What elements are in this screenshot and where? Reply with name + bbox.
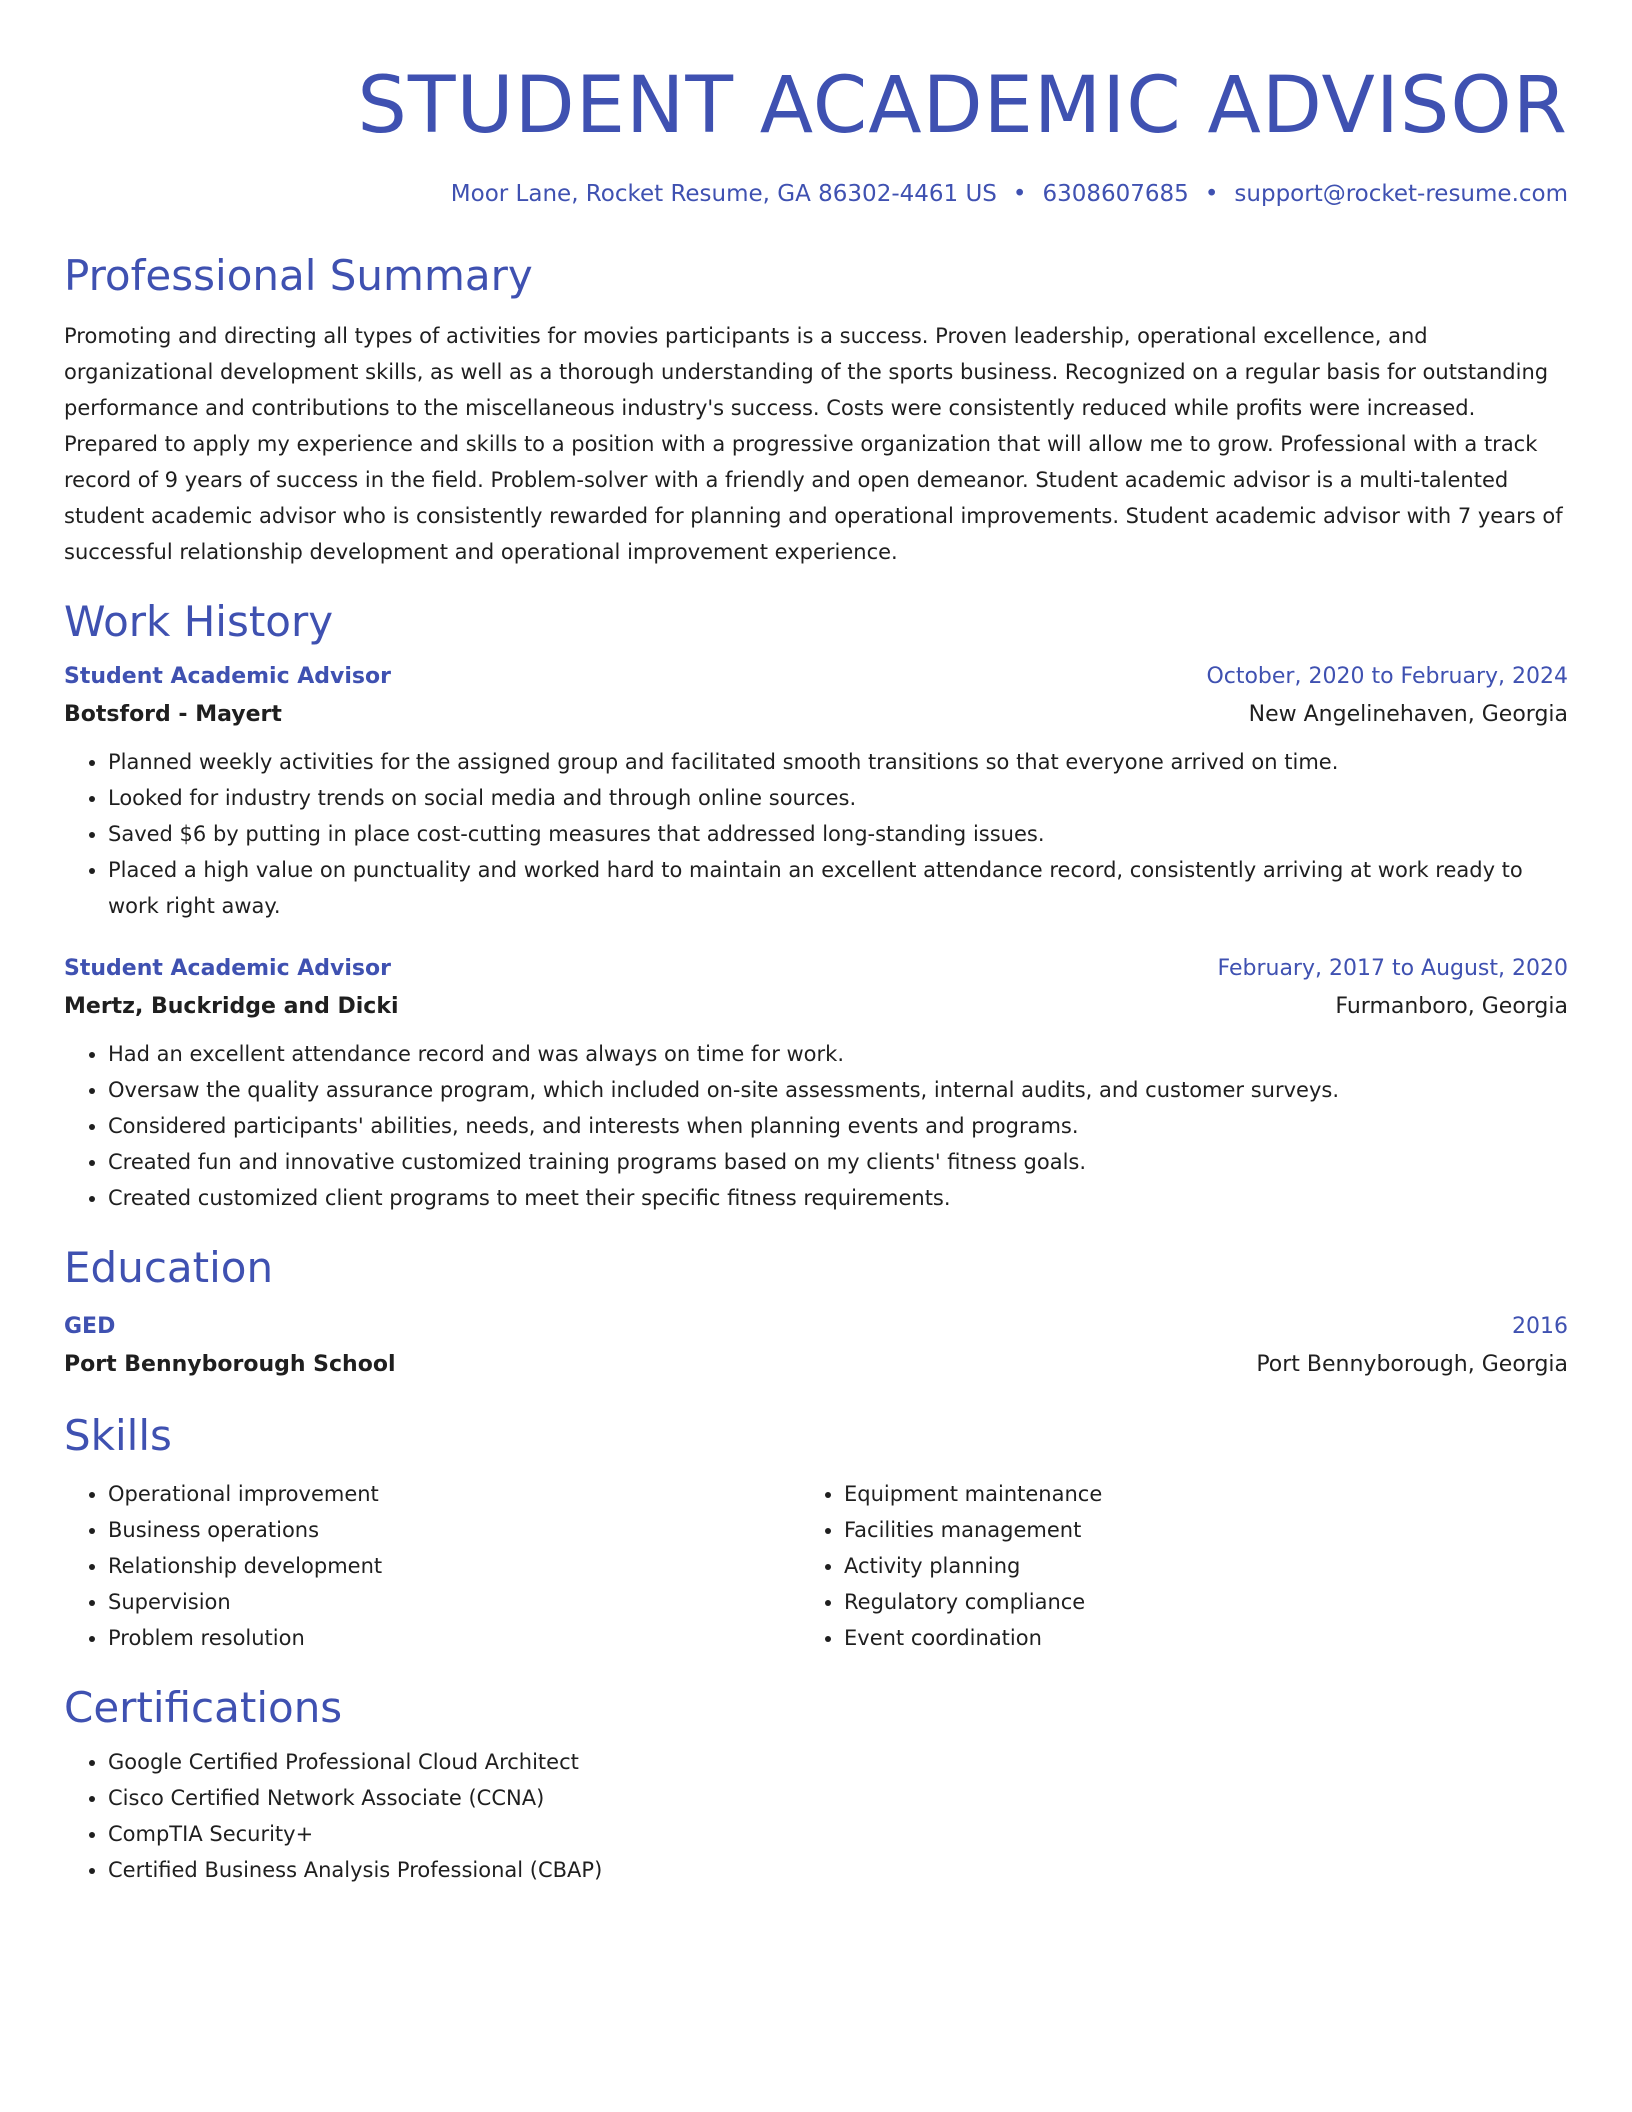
skill-item: • Equipment maintenance bbox=[844, 1476, 1536, 1512]
contact-separator: • bbox=[1012, 181, 1027, 207]
job-bullet: • Created fun and innovative customized training programs based on my clients' fitness goals. bbox=[108, 1144, 1568, 1180]
skill-item: • Problem resolution bbox=[108, 1620, 800, 1656]
skills-column-right bbox=[800, 1476, 1536, 1656]
job-bullet: • Saved $6 by putting in place cost-cutting measures that addressed long-standing issues. bbox=[108, 816, 1568, 852]
job-bullet: • Considered participants' abilities, needs, and interests when planning events and programs. bbox=[108, 1108, 1568, 1144]
contact-address: Moor Lane, Rocket Resume, GA 86302-4461 US bbox=[450, 181, 997, 207]
skill-item: • Activity planning bbox=[844, 1548, 1536, 1584]
job-company: Mertz, Buckridge and Dicki bbox=[64, 994, 399, 1019]
job-dates: February, 2017 to August, 2020 bbox=[1217, 956, 1568, 981]
contact-line bbox=[64, 178, 1568, 210]
summary-heading: Professional Summary bbox=[64, 251, 533, 300]
certification-item: • CompTIA Security+ bbox=[108, 1816, 1568, 1852]
education-entry bbox=[64, 1308, 1568, 1384]
education-degree: GED bbox=[64, 1314, 116, 1339]
contact-separator: • bbox=[1204, 181, 1219, 207]
job-company: Botsford - Mayert bbox=[64, 702, 282, 727]
skill-item: • Supervision bbox=[108, 1584, 800, 1620]
resume-header bbox=[64, 56, 1568, 210]
candidate-name: STUDENT ACADEMIC ADVISOR bbox=[357, 61, 1568, 151]
skill-item: • Relationship development bbox=[108, 1548, 800, 1584]
job-title: Student Academic Advisor bbox=[64, 664, 391, 689]
job-entry bbox=[64, 658, 1568, 924]
education-school: Port Bennyborough School bbox=[64, 1352, 396, 1377]
education-year: 2016 bbox=[1512, 1314, 1568, 1339]
work-history-heading: Work History bbox=[64, 597, 334, 646]
skill-item: • Facilities management bbox=[844, 1512, 1536, 1548]
certification-item: • Cisco Certified Network Associate (CCNA) bbox=[108, 1780, 1568, 1816]
certification-item: • Certified Business Analysis Professional (CBAP) bbox=[108, 1852, 1568, 1888]
job-bullet: • Had an excellent attendance record and was always on time for work. bbox=[108, 1036, 1568, 1072]
job-bullet: • Placed a high value on punctuality and worked hard to maintain an excellent attendance record, consistently arriving at work ready to work right away. bbox=[108, 852, 1568, 924]
skill-item: • Regulatory compliance bbox=[844, 1584, 1536, 1620]
skills-column-left bbox=[64, 1476, 800, 1656]
summary-text: Promoting and directing all types of activities for movies participants is a success. Proven leadership, operational excellence, and organizational development skills, as well as a thorough understanding of the sports business. Recognized on a regular basis for outstanding performance and contributions to the miscellaneous industry's success. Costs were consistently reduced while profits were increased. Prepared to apply my experience and skills to a position with a progressive organization that will allow me to grow. Professional with a track record of 9 years of success in the field. Problem-solver with a friendly and open demeanor. Student academic advisor is a multi-talented student academic advisor who is consistently rewarded for planning and operational improvements. Student academic advisor with 7 years of successful relationship development and operational improvement experience. bbox=[64, 324, 1563, 564]
job-location: Furmanboro, Georgia bbox=[1335, 994, 1568, 1019]
skill-item: • Business operations bbox=[108, 1512, 800, 1548]
job-bullet: • Looked for industry trends on social media and through online sources. bbox=[108, 780, 1568, 816]
job-location: New Angelinehaven, Georgia bbox=[1248, 702, 1568, 727]
job-entry bbox=[64, 950, 1568, 1216]
job-bullets bbox=[64, 744, 1568, 924]
education-location: Port Bennyborough, Georgia bbox=[1256, 1352, 1568, 1377]
job-dates: October, 2020 to February, 2024 bbox=[1206, 664, 1568, 689]
education-heading: Education bbox=[64, 1243, 274, 1292]
skill-item: • Event coordination bbox=[844, 1620, 1536, 1656]
skills-heading: Skills bbox=[64, 1411, 172, 1460]
job-bullets bbox=[64, 1036, 1568, 1216]
certifications-heading: Certifications bbox=[64, 1683, 343, 1732]
certifications-list bbox=[64, 1744, 1568, 1888]
skill-item: • Operational improvement bbox=[108, 1476, 800, 1512]
contact-phone: 6308607685 bbox=[1042, 181, 1189, 207]
skills-list bbox=[64, 1476, 1568, 1656]
job-bullet: • Planned weekly activities for the assigned group and facilitated smooth transitions so that everyone arrived on time. bbox=[108, 744, 1568, 780]
job-bullet: • Created customized client programs to meet their specific fitness requirements. bbox=[108, 1180, 1568, 1216]
job-bullet: • Oversaw the quality assurance program, which included on-site assessments, internal audits, and customer surveys. bbox=[108, 1072, 1568, 1108]
contact-email: support@rocket-resume.com bbox=[1234, 181, 1568, 207]
job-title: Student Academic Advisor bbox=[64, 956, 391, 981]
certification-item: • Google Certified Professional Cloud Architect bbox=[108, 1744, 1568, 1780]
